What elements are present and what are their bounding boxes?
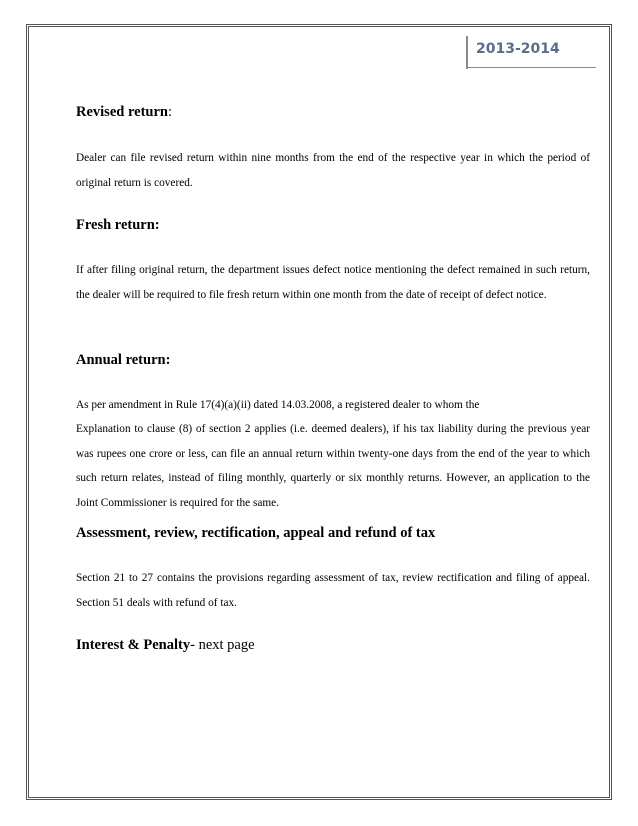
revised-return-title: Revised return bbox=[76, 104, 168, 120]
interest-penalty-heading bbox=[76, 637, 255, 654]
revised-return-text: Dealer can file revised return within nine months from the end of the respective year in which the period of original return is covered. bbox=[76, 152, 590, 189]
annual-return-heading: Annual return: bbox=[76, 352, 171, 368]
revised-return-colon: : bbox=[167, 104, 172, 120]
next-page-note: - next page bbox=[190, 637, 255, 653]
annual-return-text: Explanation to clause (8) of section 2 applies (i.e. deemed dealers), if his tax liability during the previous year was rupees one crore or less, can file an annual return within twenty-one days from the end of the year to which such return relates, instead of filing monthly, quarterly or six monthly returns. However, an application to the Joint Commissioner is required for the same. bbox=[76, 423, 590, 509]
annual-return-text-line1: As per amendment in Rule 17(4)(a)(ii) dated 14.03.2008, a registered dealer to whom the bbox=[76, 399, 480, 411]
header-year: 2013-2014 bbox=[476, 41, 560, 57]
assessment-text: Section 21 to 27 contains the provisions regarding assessment of tax, review rectification and filing of appeal. Section 51 deals with refund of tax. bbox=[76, 572, 590, 609]
revised-return-heading bbox=[76, 104, 172, 121]
header-rule bbox=[468, 67, 596, 68]
assessment-heading: Assessment, review, rectification, appeal and refund of tax bbox=[76, 525, 436, 541]
fresh-return-text: If after filing original return, the department issues defect notice mentioning the defect remained in such return, the dealer will be required to file fresh return within one month from the date of receipt of defect notice. bbox=[76, 264, 590, 301]
header-year-box bbox=[466, 36, 560, 69]
interest-penalty-title: Interest & Penalty bbox=[76, 637, 191, 653]
fresh-return-heading: Fresh return: bbox=[76, 217, 160, 233]
